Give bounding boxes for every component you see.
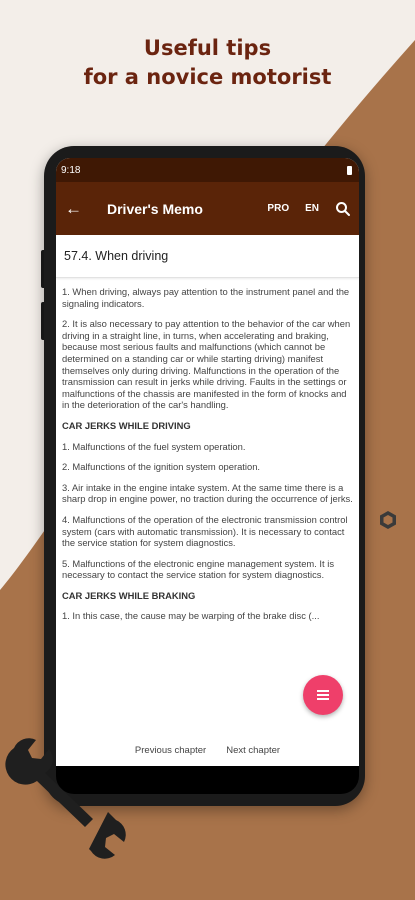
promo-headline (0, 34, 415, 92)
list-item: 2. Malfunctions of the ignition system operation. (62, 461, 261, 473)
list-item: 5. Malfunctions of the electronic engine management system. It is necessary to contact the service station for system diagnostics. (62, 557, 335, 581)
section-heading: CAR JERKS WHILE DRIVING (62, 419, 191, 431)
previous-chapter-button[interactable]: Previous chapter (134, 744, 207, 756)
chapter-title: 57.4. When driving (56, 235, 359, 278)
promo-line-2: for a novice motorist (83, 65, 332, 89)
promo-line-1: Useful tips (143, 36, 272, 60)
list-item: 1. Malfunctions of the fuel system operation. (62, 440, 246, 452)
status-bar (56, 158, 359, 182)
paragraph: 2. It is also necessary to pay attention to the behavior of the car when driving in a straight line, in turns, when accelerating and braking, because most serious faults and malfunctions (which cannot be determined on a standing car or while starting driving) manifest themselves only during driving. Malfunctions in the operation of the transmission can result in jerks while driving. Faults in the settings or malfunctions of the chassis are manifested in the form of knocks and in the deterioration of the car's handling. (62, 318, 351, 411)
section-heading: CAR JERKS WHILE BRAKING (62, 589, 196, 601)
menu-icon (317, 688, 329, 702)
app-title: Driver's Memo (107, 200, 203, 217)
hexagon-icon (378, 510, 398, 530)
article-content (56, 278, 359, 622)
list-item: 1. In this case, the cause may be warping of the brake disc (... (62, 610, 320, 622)
wrench-icon (4, 730, 134, 860)
app-bar (56, 182, 359, 235)
list-item: 3. Air intake in the engine intake system. At the same time there is a sharp drop in engine power, no traction during the occurrence of jerks. (62, 481, 353, 505)
phone-screen (56, 158, 359, 766)
next-chapter-button[interactable]: Next chapter (226, 744, 281, 756)
paragraph: 1. When driving, always pay attention to the instrument panel and the signaling indicators. (62, 286, 350, 309)
status-time: 9:18 (61, 164, 81, 176)
list-item: 4. Malfunctions of the operation of the electronic transmission control system (cars with automatic transmission). It is necessary to contact the service station for system diagnostics. (62, 513, 348, 549)
back-arrow-icon[interactable]: ← (65, 199, 82, 218)
menu-fab[interactable] (303, 675, 343, 715)
language-button[interactable]: EN (305, 203, 319, 214)
pro-button[interactable]: PRO (267, 203, 290, 214)
search-icon[interactable] (335, 201, 351, 217)
battery-icon (347, 166, 352, 175)
